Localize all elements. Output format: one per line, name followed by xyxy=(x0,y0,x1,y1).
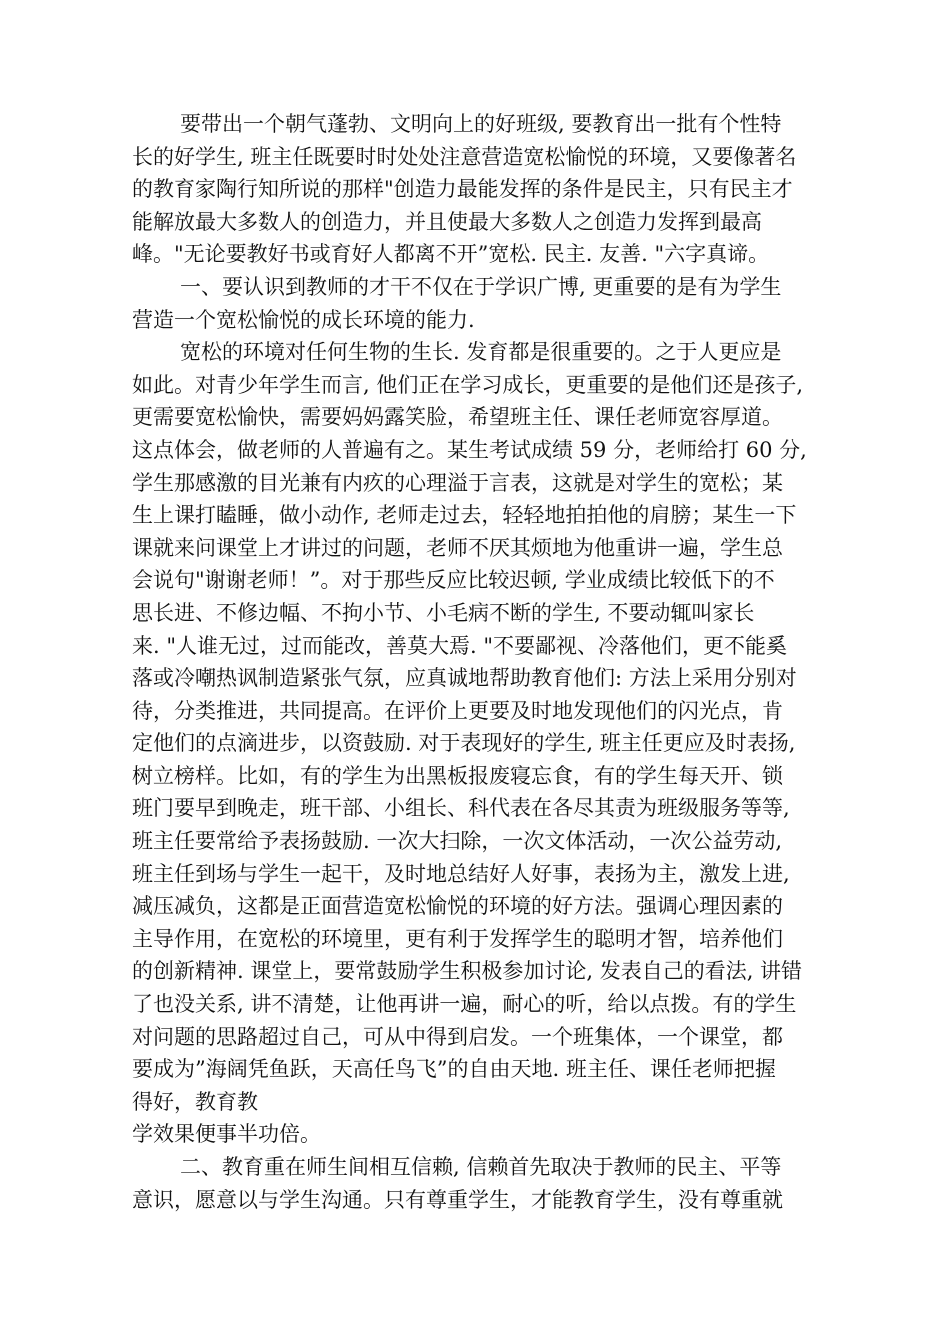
section-heading-line: 营造一个宽松愉悦的成长环境的能力. xyxy=(132,307,475,332)
text-line: 对问题的思路超过自己，可从中得到启发。一个班集体，一个课堂，都 xyxy=(132,1024,783,1049)
text-line: 了也没关系, 讲不清楚，让他再讲一遍，耐心的听，给以点拨。有的学生 xyxy=(132,992,797,1017)
text-line: 宽松的环境对任何生物的生长. 发育都是很重要的。之于人更应是 xyxy=(180,340,782,365)
section-heading-line: 一、要认识到教师的才干不仅在于学识广博, 更重要的是有为学生 xyxy=(180,274,782,299)
text-line: 意识，愿意以与学生沟通。只有尊重学生，才能教育学生，没有尊重就 xyxy=(132,1187,783,1212)
text-line: 长的好学生, 班主任既要时时处处注意营造宽松愉悦的环境，又要像著名 xyxy=(132,144,797,169)
text-line: 得好，教育教 xyxy=(132,1089,258,1114)
text-line: 课就来问课堂上才讲过的问题，老师不厌其烦地为他重讲一遍，学生总 xyxy=(132,535,783,560)
text-line: 学生那感激的目光兼有内疚的心理溢于言表，这就是对学生的宽松；某 xyxy=(132,470,783,495)
text-line: 落或冷嘲热讽制造紧张气氛，应真诚地帮助教育他们: 方法上采用分别对 xyxy=(132,666,797,691)
text-line: 峰。"无论要教好书或育好人都离不开”宽松. 民主. 友善. "六字真谛。 xyxy=(132,242,770,267)
text-line: 要带出一个朝气蓬勃、文明向上的好班级, 要教育出一批有个性特 xyxy=(180,112,782,136)
text-line: 生上课打瞌睡，做小动作, 老师走过去，轻轻地拍拍他的肩膀；某生一下 xyxy=(132,503,797,528)
text-line: 班主任要常给予表扬鼓励. 一次大扫除，一次文体活动，一次公益劳动, xyxy=(132,829,783,854)
text-line: 更需要宽松愉快，需要妈妈露笑脸，希望班主任、课任老师宽容厚道。 xyxy=(132,405,783,430)
text-line: 会说句"谢谢老师！”。对于那些反应比较迟顿, 学业成绩比较低下的不 xyxy=(132,568,775,593)
text-line: 班主任到场与学生一起干，及时地总结好人好事，表扬为主，激发上进, xyxy=(132,861,790,886)
text-line: 如此。对青少年学生而言, 他们正在学习成长，更重要的是他们还是孩子, xyxy=(132,372,804,397)
text-line: 学效果便事半功倍。 xyxy=(132,1122,321,1147)
text-line: 减压减负，这都是正面营造宽松愉悦的环境的好方法。强调心理因素的 xyxy=(132,894,783,919)
text-line: 能解放最大多数人的创造力，并且使最大多数人之创造力发挥到最高 xyxy=(132,209,762,234)
text-line: 的教育家陶行知所说的那样"创造力最能发挥的条件是民主，只有民主才 xyxy=(132,177,793,202)
document-body xyxy=(132,108,832,1216)
text-line: 思长进、不修边幅、不拘小节、小毛病不断的学生, 不要动辄叫家长 xyxy=(132,600,755,625)
text-line: 定他们的点滴进步，以资鼓励. 对于表现好的学生, 班主任更应及时表扬, xyxy=(132,731,796,756)
text-line: 来. "人谁无过，过而能改，善莫大焉. "不要鄙视、冷落他们，更不能奚 xyxy=(132,633,788,658)
text-line: 待，分类推进，共同提高。在评价上更要及时地发现他们的闪光点，肯 xyxy=(132,698,783,723)
text-line: 的创新精神. 课堂上，要常鼓励学生积极参加讨论, 发表自己的看法, 讲错 xyxy=(132,959,803,984)
text-line: 树立榜样。比如，有的学生为出黑板报废寝忘食，有的学生每天开、锁 xyxy=(132,763,783,788)
text-line: 这点体会，做老师的人普遍有之。某生考试成绩 59 分，老师给打 60 分, xyxy=(132,437,807,462)
text-line: 班门要早到晚走，班干部、小组长、科代表在各尽其责为班级服务等等, xyxy=(132,796,790,821)
text-line: 主导作用，在宽松的环境里，更有利于发挥学生的聪明才智，培养他们 xyxy=(132,926,783,951)
section-heading-line: 二、教育重在师生间相互信赖, 信赖首先取决于教师的民主、平等 xyxy=(180,1155,782,1179)
text-line: 要成为”海阔凭鱼跃，天高任鸟飞”的自由天地. 班主任、课任老师把握 xyxy=(132,1057,776,1082)
